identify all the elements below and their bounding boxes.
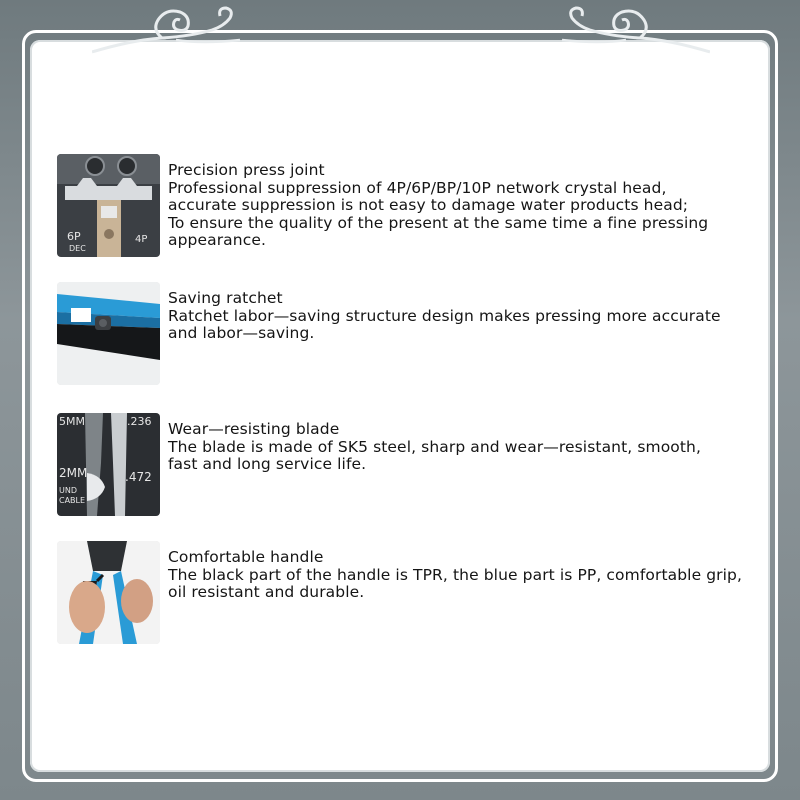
feature-wear-resisting-blade [57, 413, 777, 517]
feature-description: Professional suppression of 4P/6P/BP/10P network crystal head, accurate suppression is not easy to damage water products head; To ensure the quality of the present at the same time a fine pressing appearance. [168, 178, 709, 249]
blade-label-und: UND [59, 486, 77, 495]
feature-description: The blade is made of SK5 steel, sharp and wear—resistant, smooth, fast and long service life. [168, 437, 701, 473]
feature-saving-ratchet [57, 282, 777, 386]
die-label-dec: DEC [69, 244, 86, 253]
feature-comfortable-handle [57, 541, 777, 645]
feature-description: Ratchet labor—saving structure design makes pressing more accurate and labor—saving. [168, 306, 721, 342]
die-label-6p: 6P [67, 230, 81, 243]
feature-title: Comfortable handle [168, 548, 324, 566]
blade-image [57, 413, 160, 516]
feature-title: Wear—resisting blade [168, 420, 340, 438]
blade-label-5mm: 5MM [59, 415, 85, 428]
feature-precision-press-joint [57, 154, 777, 258]
feature-title: Precision press joint [168, 161, 325, 179]
content-panel [30, 40, 770, 772]
blade-label-236: .236 [127, 415, 152, 428]
blade-label-472: .472 [125, 470, 152, 484]
feature-description: The black part of the handle is TPR, the blue part is PP, comfortable grip, oil resistant and durable. [168, 565, 743, 601]
ratchet-image [57, 282, 160, 385]
crimp-die-image [57, 154, 160, 257]
blade-label-cable: CABLE [59, 496, 86, 505]
blade-label-2mm: 2MM [59, 466, 88, 480]
die-label-4p: 4P [135, 234, 148, 245]
cloud-ornament-right-icon [560, 0, 710, 60]
cloud-ornament-left-icon [92, 0, 242, 60]
feature-title: Saving ratchet [168, 289, 283, 307]
handle-image [57, 541, 160, 644]
